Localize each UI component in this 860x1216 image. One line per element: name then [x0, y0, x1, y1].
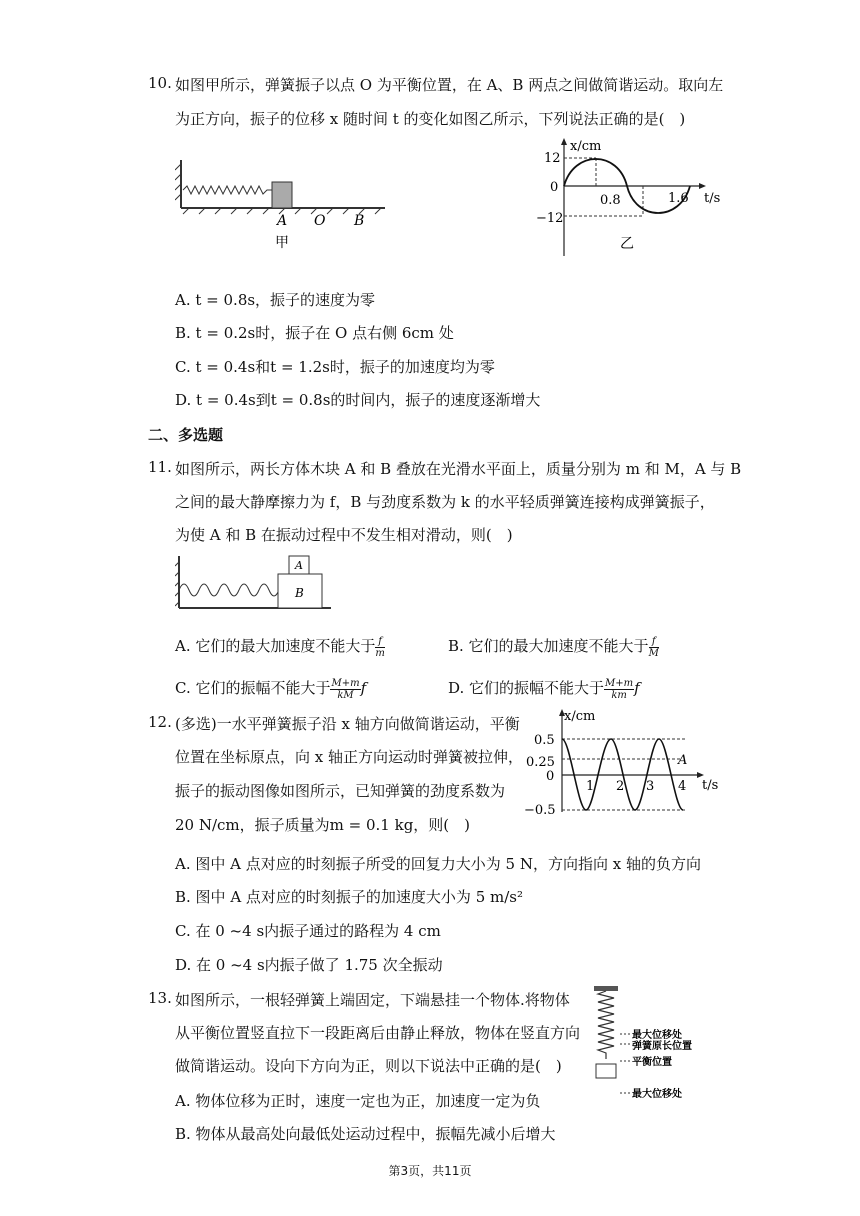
q12-option-a: A. 图中 A 点对应的时刻振子所受的回复力大小为 5 N，方向指向 x 轴的负方向	[175, 855, 701, 873]
fraction-den: m	[375, 647, 385, 659]
q12-tick-neg0.5: −0.5	[524, 803, 556, 816]
q11-stem-line1: 如图所示，两长方体木块 A 和 B 叠放在光滑水平面上，质量分别为 m 和 M，A 与 B	[175, 460, 742, 478]
q12-tick-x-4: 4	[678, 779, 687, 794]
q11-option-c-tail: f	[360, 679, 367, 697]
q13-stem-line2: 从平衡位置竖直拉下一段距离后由静止释放，物体在竖直方向	[175, 1024, 581, 1042]
label-O: O	[314, 213, 326, 229]
q12-stem-line1: (多选)一水平弹簧振子沿 x 轴方向做简谐运动，平衡	[175, 715, 520, 733]
fraction-den: kM	[337, 689, 354, 701]
q11-figure	[175, 552, 335, 614]
q11-option-a-text: A. 它们的最大加速度不能大于	[175, 637, 376, 655]
fraction-num: M+m	[331, 677, 360, 689]
fraction-den: km	[611, 689, 627, 701]
q11-option-d-text: D. 它们的振幅不能大于	[448, 679, 605, 697]
q10-figure-jia	[175, 150, 395, 250]
yi-ylabel: x/cm	[570, 139, 602, 154]
q10-option-c: C. t = 0.4s和t = 1.2s时，振子的加速度均为零	[175, 358, 495, 376]
q12-tick-0.5: 0.5	[534, 733, 555, 748]
label-max-top: 最大位移处	[632, 1030, 682, 1041]
yi-tick-y-neg12: −12	[536, 211, 564, 226]
q12-number: 12.	[148, 713, 172, 731]
fraction-num: f	[375, 636, 384, 648]
yi-xlabel: t/s	[704, 191, 721, 206]
q12-tick-x-2: 2	[616, 779, 625, 794]
q12-figure	[522, 706, 722, 816]
label-A: A	[277, 213, 288, 229]
yi-tick-y-0: 0	[550, 180, 559, 195]
q12-tick-x-1: 1	[586, 779, 595, 794]
label-natural-length: 弹簧原长位置	[632, 1041, 692, 1052]
q12-stem-line2: 位置在坐标原点，向 x 轴正方向运动时弹簧被拉伸，	[175, 748, 523, 766]
q11-option-c-fraction	[330, 678, 360, 701]
q12-option-d: D. 在 0 ~4 s内振子做了 1.75 次全振动	[175, 956, 443, 974]
label-max-bottom: 最大位移处	[632, 1089, 682, 1100]
q11-option-d-fraction	[604, 678, 634, 701]
fraction-num: f	[649, 636, 659, 648]
q11-option-d	[448, 677, 640, 701]
page-footer: 第3页，共11页	[388, 1164, 472, 1178]
q13-number: 13.	[148, 989, 172, 1007]
q10-option-d: D. t = 0.4s到t = 0.8s的时间内，振子的速度逐渐增大	[175, 391, 541, 409]
q10-option-b: B. t = 0.2s时，振子在 O 点右侧 6cm 处	[175, 324, 454, 342]
q12-point-A: A	[678, 753, 688, 768]
q11-stem-line2: 之间的最大静摩擦力为 f，B 与劲度系数为 k 的水平轻质弹簧连接构成弹簧振子，	[175, 493, 715, 511]
label-B: B	[354, 213, 365, 229]
q12-stem-line4: 20 N/cm，振子质量为m = 0.1 kg，则( )	[175, 816, 471, 834]
q13-option-b: B. 物体从最高处向最低处运动过程中，振幅先减小后增大	[175, 1125, 556, 1143]
q11-option-b-text: B. 它们的最大加速度不能大于	[448, 637, 649, 655]
q11-option-b-fraction	[649, 636, 659, 659]
caption-yi: 乙	[620, 236, 634, 252]
yi-tick-y-12: 12	[544, 151, 561, 166]
label-equilibrium: 平衡位置	[632, 1057, 672, 1068]
block-b-label: B	[295, 586, 304, 600]
q13-option-a: A. 物体位移为正时，速度一定也为正，加速度一定为负	[175, 1092, 541, 1110]
q11-stem-line3: 为使 A 和 B 在振动过程中不发生相对滑动，则( )	[175, 526, 513, 544]
q12-tick-0.25: 0.25	[526, 755, 555, 770]
q10-figure-yi	[530, 136, 730, 266]
q13-stem-line3: 做简谐运动。设向下方向为正，则以下说法中正确的是( )	[175, 1057, 562, 1075]
q11-option-c	[175, 677, 366, 701]
q12-option-b: B. 图中 A 点对应的时刻振子的加速度大小为 5 m/s²	[175, 888, 523, 906]
q10-stem-line1: 如图甲所示，弹簧振子以点 O 为平衡位置，在 A、B 两点之间做简谐运动。取向左	[175, 76, 724, 94]
q11-number: 11.	[148, 458, 172, 476]
q10-number: 10.	[148, 74, 172, 92]
q12-tick-x-3: 3	[646, 779, 655, 794]
q11-option-a	[175, 635, 385, 659]
caption-jia: 甲	[275, 235, 289, 250]
q11-option-c-text: C. 它们的振幅不能大于	[175, 679, 331, 697]
q11-option-a-fraction	[375, 636, 384, 659]
q13-stem-line1: 如图所示，一根轻弹簧上端固定，下端悬挂一个物体.将物体	[175, 991, 570, 1009]
yi-tick-x-1.6: 1.6	[668, 191, 689, 206]
q12-ylabel: x/cm	[564, 709, 596, 724]
q11-option-b	[448, 635, 659, 659]
block-a-label: A	[295, 559, 303, 572]
q10-stem-line2: 为正方向，振子的位移 x 随时间 t 的变化如图乙所示，下列说法正确的是( )	[175, 110, 686, 128]
q11-option-d-tail: f	[634, 679, 640, 697]
fraction-num: M+m	[605, 677, 634, 689]
q12-option-c: C. 在 0 ~4 s内振子通过的路程为 4 cm	[175, 922, 441, 940]
q10-option-a: A. t = 0.8s，振子的速度为零	[175, 291, 376, 309]
fraction-den: M	[648, 647, 659, 659]
yi-tick-x-0.8: 0.8	[600, 193, 621, 208]
q12-stem-line3: 振子的振动图像如图所示，已知弹簧的劲度系数为	[175, 782, 506, 800]
q12-tick-0: 0	[546, 769, 555, 784]
q12-xlabel: t/s	[702, 778, 719, 793]
section-heading: 二、多选题	[148, 426, 224, 444]
q13-figure	[590, 986, 730, 1102]
